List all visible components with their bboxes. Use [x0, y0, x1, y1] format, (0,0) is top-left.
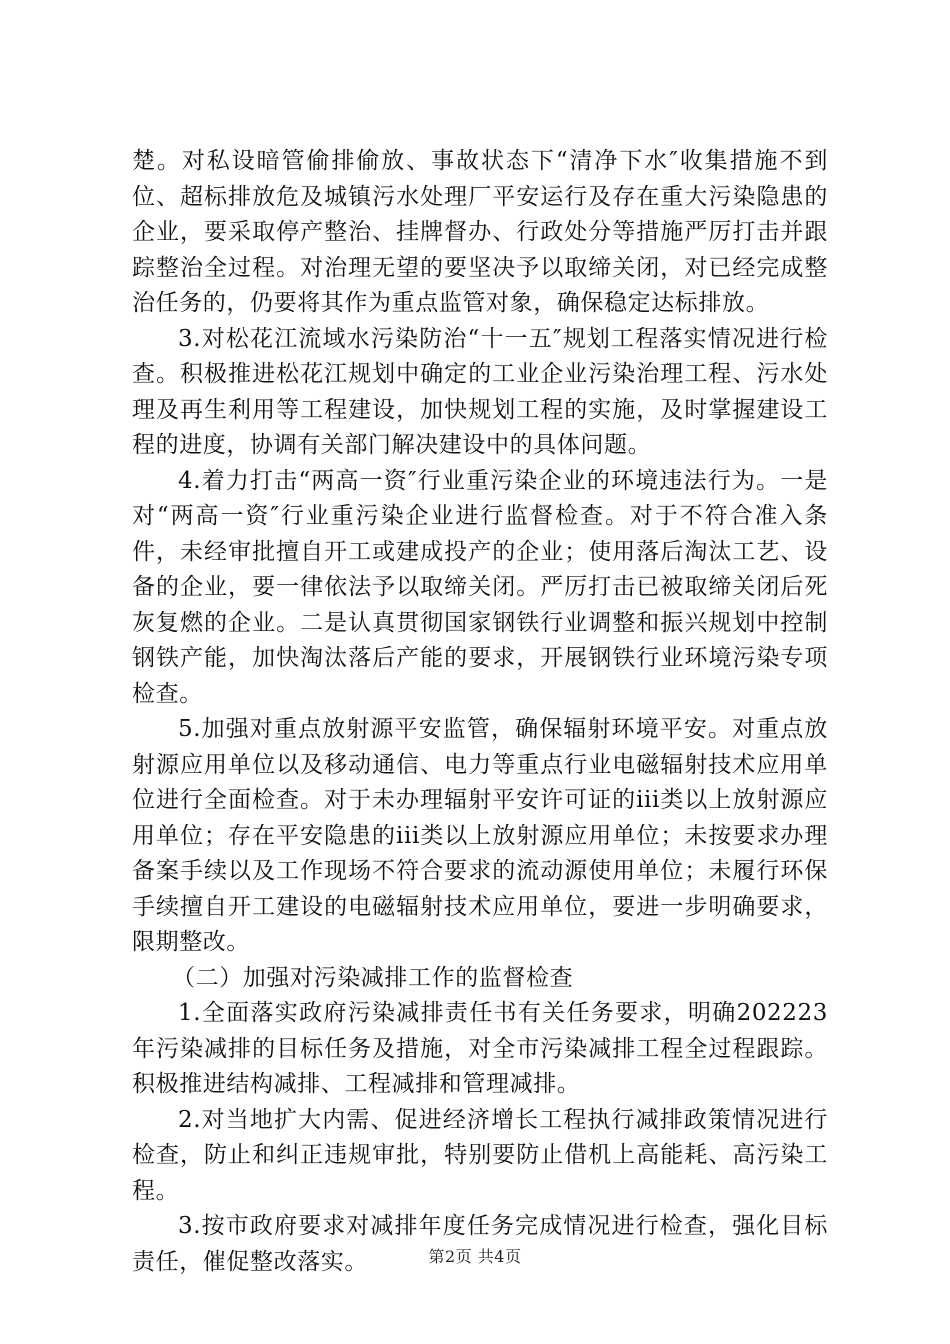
paragraph-item-3-annual-tasks: 3.按市政府要求对减排年度任务完成情况进行检查，强化目标责任，催促整改落实。	[132, 1213, 828, 1275]
paragraph-item-1-responsibility: 1.全面落实政府污染减排责任书有关任务要求，明确202223年污染减排的目标任务及措施，对全市污染减排工程全过程跟踪。积极推进结构减排、工程减排和管理减排。	[132, 1000, 828, 1097]
document-body	[132, 144, 828, 1280]
paragraph-item-2-domestic-demand: 2.对当地扩大内需、促进经济增长工程执行减排政策情况进行检查，防止和纠正违规审批，特别要防止借机上高能耗、高污染工程。	[132, 1106, 828, 1204]
paragraph-item-4-two-high-one-resource: 4.着力打击“两高一资″行业重污染企业的环境违法行为。一是对“两高一资″行业重污染企业进行监督检查。对于不符合准入条件，未经审批擅自开工或建成投产的企业；使用落后淘汰工艺、设备的企业，要一律依法予以取缔关闭。严厉打击已被取缔关闭后死灰复燃的企业。二是认真贯彻国家钢铁行业调整和振兴规划中控制钢铁产能，加快淘汰落后产能的要求，开展钢铁行业环境污染专项检查。	[132, 467, 828, 707]
paragraph-continuation: 楚。对私设暗管偷排偷放、事故状态下“清净下水″收集措施不到位、超标排放危及城镇污水处理厂平安运行及存在重大污染隐患的企业，要采取停产整治、挂牌督办、行政处分等措施严厉打击并跟踪整治全过程。对治理无望的要坚决予以取缔关闭，对已经完成整治任务的，仍要将其作为重点监管对象，确保稳定达标排放。	[132, 148, 828, 316]
paragraph-item-5-radiation-safety: 5.加强对重点放射源平安监管，确保辐射环境平安。对重点放射源应用单位以及移动通信、电力等重点行业电磁辐射技术应用单位进行全面检查。对于未办理辐射平安许可证的iii类以上放射源应用单位；存在平安隐患的iii类以上放射源应用单位；未按要求办理备案手续以及工作现场不符合要求的流动源使用单位；未履行环保手续擅自开工建设的电磁辐射技术应用单位，要进一步明确要求，限期整改。	[132, 716, 828, 955]
paragraph-item-3-songhua-river: 3.对松花江流域水污染防治“十一五″规划工程落实情况进行检查。积极推进松花江规划中确定的工业企业污染治理工程、污水处理及再生利用等工程建设，加快规划工程的实施，及时掌握建设工程的进度，协调有关部门解决建设中的具体问题。	[132, 325, 828, 458]
page-footer: 第2页 共4页	[428, 1247, 522, 1266]
section-heading-emission-reduction: （二）加强对污染减排工作的监督检查	[172, 964, 574, 991]
